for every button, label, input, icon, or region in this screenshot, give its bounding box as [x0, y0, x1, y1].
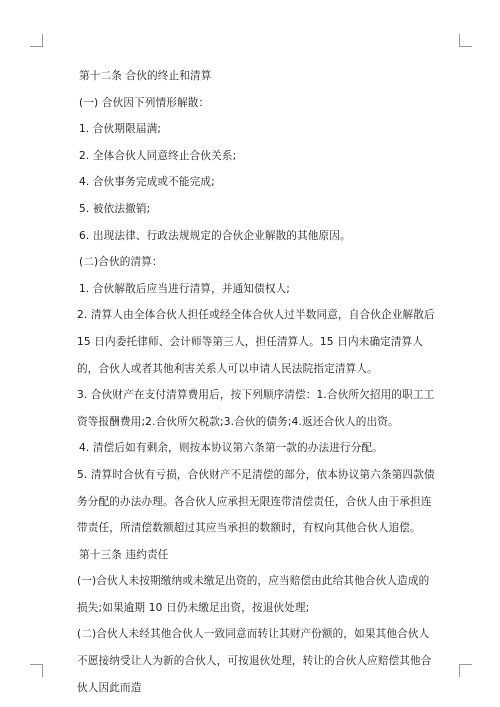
article-13-heading: 第十三条 违约责任 — [79, 548, 169, 561]
crop-mark-top-left — [30, 34, 43, 47]
dissolution-section-heading: (一) 合伙因下列情形解散： — [79, 96, 210, 109]
liquidation-item-4: 4. 清偿后如有剩余，则按本协议第六条第一款的办法进行分配。 — [79, 442, 384, 455]
liquidation-section-heading: (二)合伙的清算： — [79, 256, 163, 269]
liquidation-item-2: 2. 清算人由全体合伙人担任或经全体合伙人过半数同意，自合伙企业解散后 15 日内委托律师、会计师等第三人，担任清算人。15 日内未确定清算人的，合伙人或者其他利害关系人可以申请人民法院指定清算人。 — [77, 309, 435, 375]
crop-mark-bottom-left — [30, 664, 43, 677]
liquidation-item-5: 5. 清算时合伙有亏损，合伙财产不足清偿的部分，依本协议第六条第四款债务分配的办法办理。各合伙人应承担无限连带清偿责任，合伙人由于承担连带责任，所清偿数额超过其应当承担的数额时，有权向其他合伙人追偿。 — [77, 468, 435, 535]
crop-mark-top-right — [459, 34, 472, 47]
crop-mark-bottom-right — [459, 664, 472, 677]
dissolution-item-4: 4. 合伙事务完成或不能完成; — [79, 176, 215, 189]
dissolution-item-2: 2. 全体合伙人同意终止合伙关系; — [79, 149, 237, 162]
liability-item-1: (一)合伙人未按期缴纳或未缴足出资的，应当赔偿由此给其他合伙人造成的损失;如果逾期 10 日仍未缴足出资，按退伙处理; — [77, 575, 430, 614]
liquidation-item-1: 1. 合伙解散后应当进行清算，并通知债权人; — [79, 282, 291, 295]
dissolution-item-5: 5. 被依法撤销; — [79, 202, 151, 215]
liability-item-2: (二)合伙人未经其他合伙人一致同意而转让其财产份额的，如果其他合伙人不愿接纳受让人为新的合伙人，可按退伙处理，转让的合伙人应赔偿其他合伙人因此而造 — [77, 628, 432, 694]
article-12-heading: 第十二条 合伙的终止和清算 — [79, 70, 212, 82]
dissolution-item-1: 1. 合伙期限届满; — [79, 123, 162, 136]
dissolution-item-6: 6. 出现法律、行政法规规定的合伙企业解散的其他原因。 — [79, 229, 351, 242]
document-body — [79, 63, 437, 701]
liquidation-item-3: 3. 合伙财产在支付清算费用后，按下列顺序清偿：1.合伙所欠招用的职工工资等报酬费用;2.合伙所欠税款;3.合伙的债务;4.返还合伙人的出资。 — [77, 389, 435, 428]
